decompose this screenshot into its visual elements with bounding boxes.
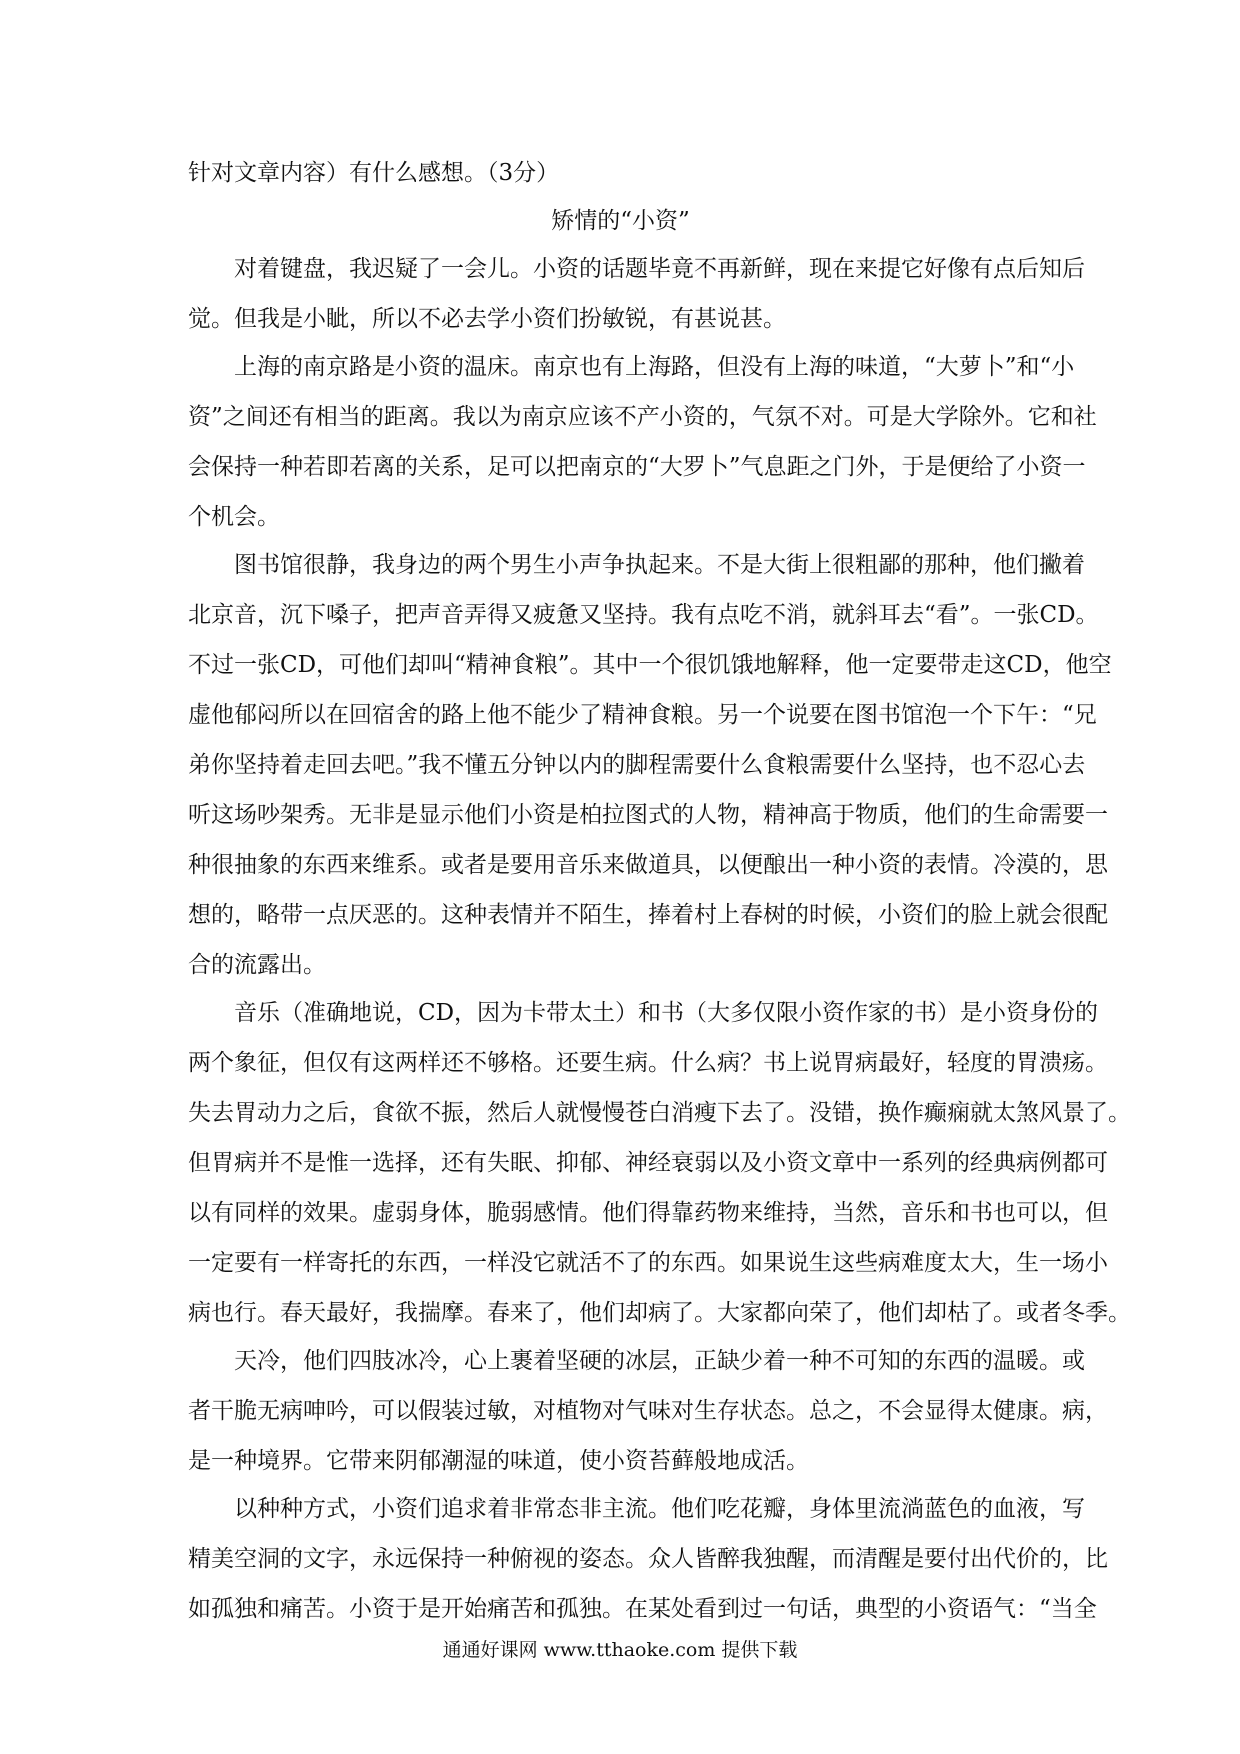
paragraph-line: 失去胃动力之后，食欲不振，然后人就慢慢苍白消瘦下去了。没错，换作癫痫就太煞风景了。 — [188, 1100, 1131, 1126]
paragraph-line: 图书馆很静，我身边的两个男生小声争执起来。不是大街上很粗鄙的那种，他们撇着 — [234, 552, 1085, 578]
paragraph-line: 者干脆无病呻吟，可以假装过敏，对植物对气味对生存状态。总之，不会显得太健康。病， — [188, 1398, 1108, 1424]
paragraph-line: 种很抽象的东西来维系。或者是要用音乐来做道具，以便酿出一种小资的表情。冷漠的，思 — [188, 852, 1108, 878]
paragraph-line: 但胃病并不是惟一选择，还有失眠、抑郁、神经衰弱以及小资文章中一系列的经典病例都可 — [188, 1150, 1108, 1176]
paragraph-line: 不过一张CD，可他们却叫“精神食粮”。其中一个很饥饿地解释，他一定要带走这CD，他空 — [188, 652, 1112, 678]
paragraph-line: 音乐（准确地说，CD，因为卡带太土）和书（大多仅限小资作家的书）是小资身份的 — [234, 1000, 1099, 1026]
paragraph-line: 一定要有一样寄托的东西，一样没它就活不了的东西。如果说生这些病难度太大，生一场小 — [188, 1250, 1108, 1276]
paragraph-line: 北京音，沉下嗓子，把声音弄得又疲惫又坚持。我有点吃不消，就斜耳去“看”。一张CD。 — [188, 602, 1099, 628]
paragraph-line: 弟你坚持着走回去吧。”我不懂五分钟以内的脚程需要什么食粮需要什么坚持，也不忍心去 — [188, 752, 1086, 778]
paragraph-line: 觉。但我是小眦，所以不必去学小资们扮敏锐，有甚说甚。 — [188, 306, 786, 332]
article-title: 矫情的“小资” — [551, 208, 690, 234]
paragraph-line: 如孤独和痛苦。小资于是开始痛苦和孤独。在某处看到过一句话，典型的小资语气：“当全 — [188, 1596, 1097, 1622]
paragraph-line: 虚他郁闷所以在回宿舍的路上他不能少了精神食粮。另一个说要在图书馆泡一个下午：“兄 — [188, 702, 1097, 728]
paragraph-line: 合的流露出。 — [188, 952, 326, 978]
question-fragment: 针对文章内容）有什么感想。（3分） — [188, 160, 560, 186]
paragraph-5 — [188, 1346, 1108, 1476]
paragraph-line: 以有同样的效果。虚弱身体，脆弱感情。他们得靠药物来维持，当然，音乐和书也可以，但 — [188, 1200, 1108, 1226]
paragraph-line: 个机会。 — [188, 504, 280, 530]
paragraph-line: 两个象征，但仅有这两样还不够格。还要生病。什么病？书上说胃病最好，轻度的胃溃疡。 — [188, 1050, 1108, 1076]
paragraph-line: 是一种境界。它带来阴郁潮湿的味道，使小资苔藓般地成活。 — [188, 1448, 809, 1474]
paragraph-6 — [188, 1494, 1108, 1624]
paragraph-1 — [188, 254, 1085, 334]
page-footer: 通通好课网 www.tthaoke.com 提供下载 — [442, 1639, 798, 1661]
paragraph-line: 对着键盘，我迟疑了一会儿。小资的话题毕竟不再新鲜，现在来提它好像有点后知后 — [234, 256, 1085, 282]
paragraph-line: 资”之间还有相当的距离。我以为南京应该不产小资的，气氛不对。可是大学除外。它和社 — [188, 404, 1097, 430]
paragraph-line: 病也行。春天最好，我揣摩。春来了，他们却病了。大家都向荣了，他们却枯了。或者冬季。 — [188, 1300, 1131, 1326]
paragraph-line: 会保持一种若即若离的关系，足可以把南京的“大罗卜”气息距之门外，于是便给了小资一 — [188, 454, 1086, 480]
article-body — [188, 158, 1131, 1624]
paragraph-4 — [188, 998, 1131, 1328]
paragraph-line: 天冷，他们四肢冰冷，心上裹着坚硬的冰层，正缺少着一种不可知的东西的温暖。或 — [234, 1348, 1085, 1374]
paragraph-2 — [188, 352, 1097, 532]
paragraph-line: 想的，略带一点厌恶的。这种表情并不陌生，捧着村上春树的时候，小资们的脸上就会很配 — [188, 902, 1108, 928]
paragraph-3 — [188, 550, 1112, 980]
paragraph-line: 上海的南京路是小资的温床。南京也有上海路，但没有上海的味道，“大萝卜”和“小 — [234, 354, 1075, 380]
paragraph-line: 以种种方式，小资们追求着非常态非主流。他们吃花瓣，身体里流淌蓝色的血液，写 — [234, 1496, 1085, 1522]
paragraph-line: 听这场吵架秀。无非是显示他们小资是柏拉图式的人物，精神高于物质，他们的生命需要一 — [188, 802, 1108, 828]
paragraph-line: 精美空洞的文字，永远保持一种俯视的姿态。众人皆醉我独醒，而清醒是要付出代价的，比 — [188, 1546, 1108, 1572]
